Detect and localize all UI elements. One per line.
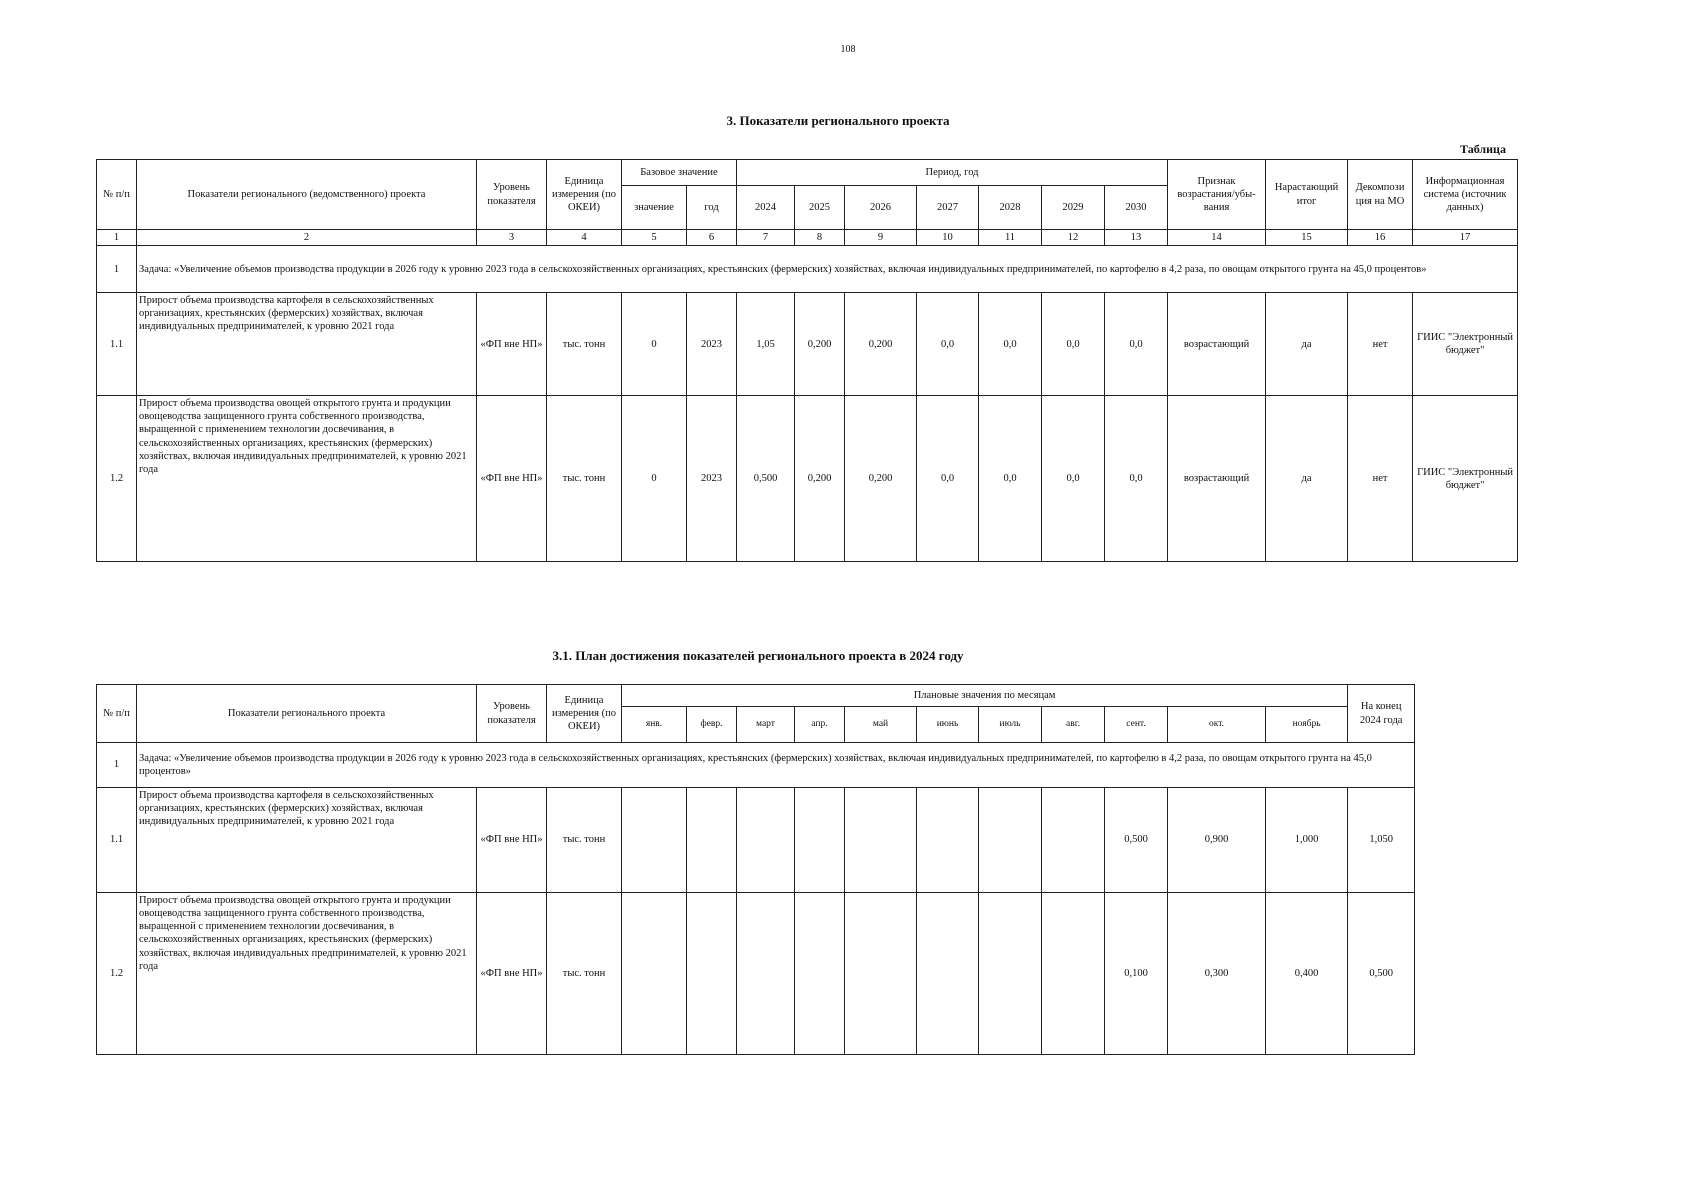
row-unit: тыс. тонн	[547, 396, 622, 562]
row-num: 1.2	[97, 893, 137, 1055]
table-row	[97, 293, 1518, 396]
row-year-value: 0,200	[795, 293, 845, 396]
table-row	[97, 788, 1415, 893]
row-year-value: 0,0	[917, 396, 979, 562]
header-year: 2027	[917, 186, 979, 230]
row-level: «ФП вне НП»	[477, 893, 547, 1055]
table-row	[97, 396, 1518, 562]
col-number: 11	[979, 230, 1042, 246]
header-year: 2030	[1105, 186, 1168, 230]
row-year-value: 0,200	[845, 293, 917, 396]
header-base-value: значение	[622, 186, 687, 230]
col-number: 13	[1105, 230, 1168, 246]
plan-table	[96, 684, 1415, 1055]
row-year-value: 0,0	[1042, 293, 1105, 396]
header-info: Информационная система (источник данных)	[1413, 160, 1518, 230]
row-month-value	[622, 788, 687, 893]
col-number: 9	[845, 230, 917, 246]
header-month: янв.	[622, 707, 687, 743]
row-month-value	[845, 788, 917, 893]
header-month: июнь	[917, 707, 979, 743]
col-number: 6	[687, 230, 737, 246]
row-unit: тыс. тонн	[547, 788, 622, 893]
row-sign: возрастающий	[1168, 293, 1266, 396]
row-base-year: 2023	[687, 396, 737, 562]
row-num: 1.1	[97, 788, 137, 893]
table-row	[97, 893, 1415, 1055]
header-month: февр.	[687, 707, 737, 743]
col-number: 16	[1348, 230, 1413, 246]
col-number: 5	[622, 230, 687, 246]
row-indicator: Прирост объема производства овощей открытого грунта и продукции овощеводства защищенного грунта собственного производства, выращенной с применением технологии досвечивания, в сельскохозяйственных организациях, крестьянских (фермерских) хозяйствах, включая индивидуальных предпринимателей, к уровню 2021 года	[137, 396, 477, 562]
col-number: 17	[1413, 230, 1518, 246]
header-decomp: Декомпози ция на МО	[1348, 160, 1413, 230]
row-month-value	[979, 893, 1042, 1055]
row-month-value	[687, 893, 737, 1055]
row-year-value: 0,0	[1105, 396, 1168, 562]
header-month: окт.	[1168, 707, 1266, 743]
row-decomp: нет	[1348, 293, 1413, 396]
task-row	[97, 743, 1415, 788]
row-year-value: 0,0	[979, 293, 1042, 396]
task-num: 1	[97, 743, 137, 788]
row-year-value: 0,0	[1105, 293, 1168, 396]
row-cumulative: да	[1266, 396, 1348, 562]
header-year: 2029	[1042, 186, 1105, 230]
header-unit: Единица измерения (по ОКЕИ)	[547, 685, 622, 743]
row-month-value	[979, 788, 1042, 893]
header-end: На конец 2024 года	[1348, 685, 1415, 743]
row-level: «ФП вне НП»	[477, 788, 547, 893]
col-number: 2	[137, 230, 477, 246]
task-text: Задача: «Увеличение объемов производства продукции в 2026 году к уровню 2023 года в сельскохозяйственных организациях, крестьянских (фермерских) хозяйствах, включая индивидуальных предпринимателей, по картофелю в 4,2 раза, по овощам открытого грунта на 45,0 процентов»	[137, 246, 1518, 293]
indicators-table	[96, 159, 1518, 562]
row-num: 1.1	[97, 293, 137, 396]
header-month: май	[845, 707, 917, 743]
row-end-value: 0,500	[1348, 893, 1415, 1055]
row-indicator: Прирост объема производства картофеля в сельскохозяйственных организациях, крестьянских (фермерских) хозяйствах, включая индивидуальных предпринимателей, к уровню 2021 года	[137, 788, 477, 893]
row-month-value	[795, 893, 845, 1055]
col-number: 4	[547, 230, 622, 246]
col-number: 7	[737, 230, 795, 246]
table-tag: Таблица	[1460, 142, 1506, 156]
row-level: «ФП вне НП»	[477, 396, 547, 562]
row-base-value: 0	[622, 396, 687, 562]
row-level: «ФП вне НП»	[477, 293, 547, 396]
task-text: Задача: «Увеличение объемов производства продукции в 2026 году к уровню 2023 года в сельскохозяйственных организациях, крестьянских (фермерских) хозяйствах, включая индивидуальных предпринимателей, по картофелю в 4,2 раза, по овощам открытого грунта на 45,0 процентов»	[137, 743, 1415, 788]
header-indicator: Показатели регионального (ведомственного) проекта	[137, 160, 477, 230]
task-num: 1	[97, 246, 137, 293]
header-plan: Плановые значения по месяцам	[622, 685, 1348, 707]
header-level: Уровень показателя	[477, 685, 547, 743]
row-month-value: 1,000	[1266, 788, 1348, 893]
col-number: 1	[97, 230, 137, 246]
row-year-value: 0,500	[737, 396, 795, 562]
header-month: апр.	[795, 707, 845, 743]
row-end-value: 1,050	[1348, 788, 1415, 893]
header-year: 2028	[979, 186, 1042, 230]
row-decomp: нет	[1348, 396, 1413, 562]
row-year-value: 0,200	[845, 396, 917, 562]
header-month: сент.	[1105, 707, 1168, 743]
row-year-value: 0,0	[1042, 396, 1105, 562]
row-info: ГИИС "Электронный бюджет"	[1413, 293, 1518, 396]
column-numbers-row	[97, 230, 1518, 246]
row-month-value	[1042, 788, 1105, 893]
task-row	[97, 246, 1518, 293]
row-cumulative: да	[1266, 293, 1348, 396]
row-month-value	[795, 788, 845, 893]
row-unit: тыс. тонн	[547, 293, 622, 396]
row-month-value	[687, 788, 737, 893]
row-month-value	[737, 893, 795, 1055]
col-number: 12	[1042, 230, 1105, 246]
row-num: 1.2	[97, 396, 137, 562]
header-month: ноябрь	[1266, 707, 1348, 743]
row-month-value	[1042, 893, 1105, 1055]
row-year-value: 0,0	[979, 396, 1042, 562]
col-number: 14	[1168, 230, 1266, 246]
row-indicator: Прирост объема производства картофеля в сельскохозяйственных организациях, крестьянских (фермерских) хозяйствах, включая индивидуальных предпринимателей, к уровню 2021 года	[137, 293, 477, 396]
col-number: 8	[795, 230, 845, 246]
row-year-value: 0,200	[795, 396, 845, 562]
row-info: ГИИС "Электронный бюджет"	[1413, 396, 1518, 562]
row-month-value: 0,500	[1105, 788, 1168, 893]
header-base: Базовое значение	[622, 160, 737, 186]
row-month-value: 0,300	[1168, 893, 1266, 1055]
col-number: 10	[917, 230, 979, 246]
header-month: июль	[979, 707, 1042, 743]
header-indicator: Показатели регионального проекта	[137, 685, 477, 743]
col-number: 15	[1266, 230, 1348, 246]
section-title: 3. Показатели регионального проекта	[726, 113, 950, 128]
row-month-value	[737, 788, 795, 893]
row-unit: тыс. тонн	[547, 893, 622, 1055]
row-month-value	[622, 893, 687, 1055]
header-period: Период, год	[737, 160, 1168, 186]
header-cumulative: Нарастающий итог	[1266, 160, 1348, 230]
row-month-value	[845, 893, 917, 1055]
row-month-value: 0,100	[1105, 893, 1168, 1055]
section-title-plan: 3.1. План достижения показателей регионального проекта в 2024 году	[552, 648, 964, 663]
row-base-value: 0	[622, 293, 687, 396]
row-sign: возрастающий	[1168, 396, 1266, 562]
row-year-value: 0,0	[917, 293, 979, 396]
header-year: 2026	[845, 186, 917, 230]
header-num: № п/п	[97, 160, 137, 230]
header-unit: Единица измерения (по ОКЕИ)	[547, 160, 622, 230]
row-month-value: 0,900	[1168, 788, 1266, 893]
header-sign: Признак возрастания/убы-вания	[1168, 160, 1266, 230]
row-month-value	[917, 788, 979, 893]
header-year: 2025	[795, 186, 845, 230]
row-indicator: Прирост объема производства овощей открытого грунта и продукции овощеводства защищенного грунта собственного производства, выращенной с применением технологии досвечивания, в сельскохозяйственных организациях, крестьянских (фермерских) хозяйствах, включая индивидуальных предпринимателей, к уровню 2021 года	[137, 893, 477, 1055]
row-month-value: 0,400	[1266, 893, 1348, 1055]
header-level: Уровень показателя	[477, 160, 547, 230]
row-year-value: 1,05	[737, 293, 795, 396]
row-month-value	[917, 893, 979, 1055]
header-base-year: год	[687, 186, 737, 230]
header-month: авг.	[1042, 707, 1105, 743]
page-number: 108	[840, 44, 856, 55]
header-num: № п/п	[97, 685, 137, 743]
header-year: 2024	[737, 186, 795, 230]
header-month: март	[737, 707, 795, 743]
col-number: 3	[477, 230, 547, 246]
row-base-year: 2023	[687, 293, 737, 396]
